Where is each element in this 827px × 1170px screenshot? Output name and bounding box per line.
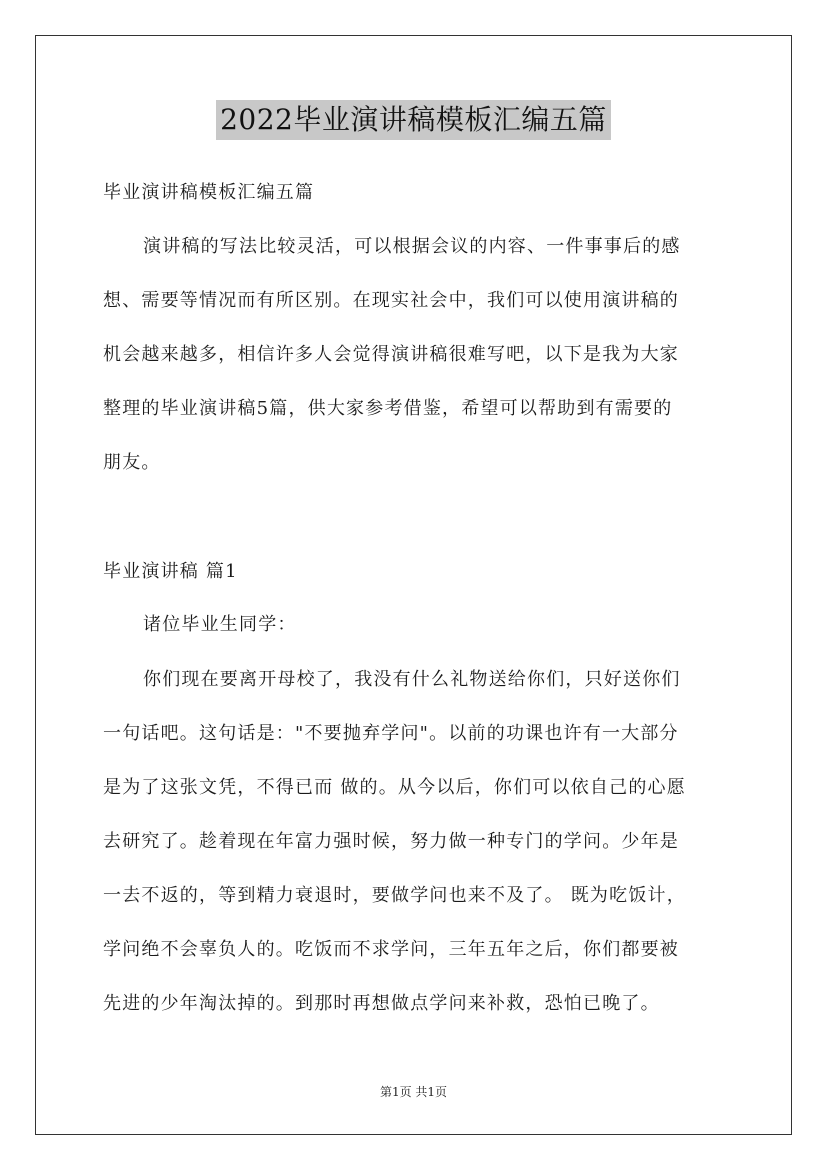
body-line: 你们现在要离开母校了，我没有什么礼物送给你们，只好送你们 [143,669,681,690]
body-line: 去研究了。趁着现在年富力强时候，努力做一种专门的学问。少年是 [103,831,679,852]
title-container [0,100,827,140]
intro-line: 整理的毕业演讲稿5篇，供大家参考借鉴，希望可以帮助到有需要的 [103,398,673,419]
intro-line: 演讲稿的写法比较灵活，可以根据会议的内容、一件事事后的感 [143,236,681,257]
intro-line: 机会越来越多，相信许多人会觉得演讲稿很难写吧，以下是我为大家 [103,344,679,365]
body-line: 一句话吧。这句话是："不要抛弃学问"。以前的功课也许有一大部分 [103,723,679,744]
subtitle: 毕业演讲稿模板汇编五篇 [103,182,315,203]
document-title: 2022毕业演讲稿模板汇编五篇 [216,100,611,140]
section-heading: 毕业演讲稿 篇1 [103,561,238,582]
body-line: 学问绝不会辜负人的。吃饭而不求学问，三年五年之后，你们都要被 [103,939,679,960]
intro-line: 朋友。 [103,452,161,473]
body-line: 先进的少年淘汰掉的。到那时再想做点学问来补救，恐怕已晚了。 [103,993,660,1014]
intro-line: 想、需要等情况而有所区别。在现实社会中，我们可以使用演讲稿的 [103,290,679,311]
body-line: 是为了这张文凭，不得已而 做的。从今以后，你们可以依自己的心愿 [103,777,686,798]
page-footer: 第1页 共1页 [379,1085,448,1099]
body-line: 一去不返的，等到精力衰退时，要做学问也来不及了。 既为吃饭计， [103,885,686,906]
greeting: 诸位毕业生同学： [143,614,297,635]
